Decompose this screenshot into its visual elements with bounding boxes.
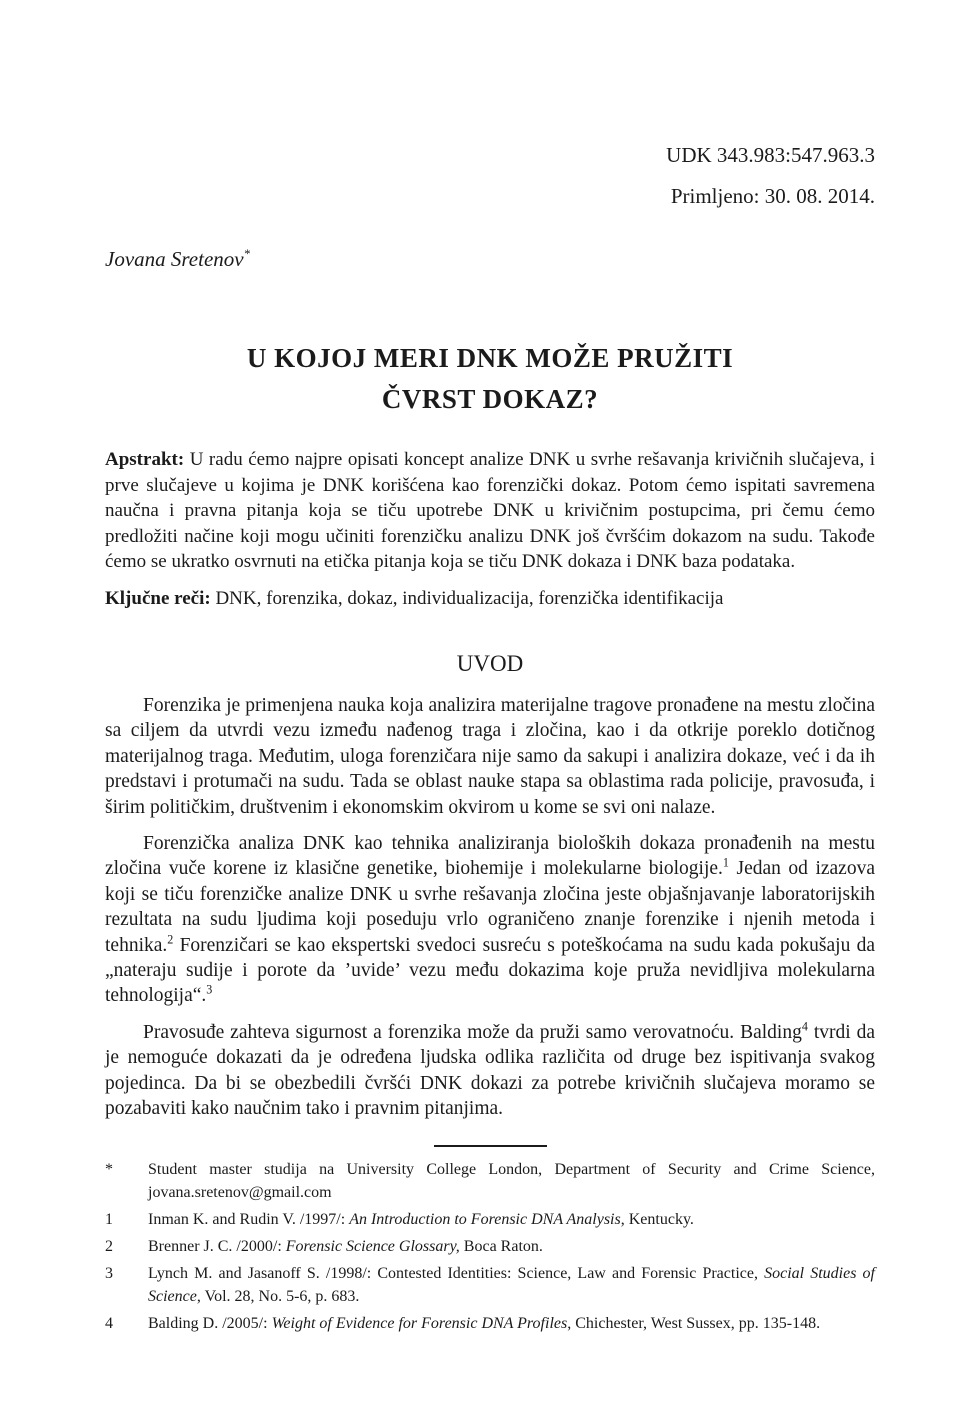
keywords-line: Ključne reči: DNK, forenzika, dokaz, individualizacija, forenzička identifikacija — [105, 587, 724, 609]
footnote-text: Lynch M. and Jasanoff S. /1998/: Contested Identities: Science, Law and Forensic Practice, Social Studies of Science, Vol. 28, No. 5-6, p. 683. — [148, 1264, 875, 1305]
received-date: Primljeno: 30. 08. 2014. — [670, 184, 875, 208]
footnote-4 — [105, 1312, 875, 1335]
body-paragraph-2: Forenzička analiza DNK kao tehnika analiziranja bioloških dokaza pronađenih na mestu zločina vuče korene iz klasične genetike, biohemije i molekularne biologije.$^1$ Jedan od izazova koji se tiču forenzičke analize DNK u svrhe rešavanja zločina jeste objašnjavanje laboratorijskih rezultata na sudu ljudima koji poseduju vrlo ograničeno znanje forenzike i njenih metoda i tehnika.$^2$ Forenzičari se kao ekspertski svedoci susreću s poteškoćama na sudu kada pokušaju da „nateraju sudije i porote da ’uvide’ vezu među dokazima koje pruža nevidljiva molekularna tehnologija“.$^3$ — [105, 833, 875, 1007]
abstract-paragraph: Apstrakt: U radu ćemo najpre opisati koncept analize DNK u svrhe rešavanja krivičnih slučajeva, i prve slučajeve u kojima je DNK korišćena kao forenzički dokaz. Potom ćemo ispitati savremena naučna i pravna pitanja koja se tiču upotrebe DNK u krivičnim postupcima, pri čemu ćemo predložiti načine koji mogu učiniti forenzičku analizu DNK još čvršćim dokazom na sudu. Takođe ćemo se ukratko osvrnuti na etička pitanja koja se tiču DNK dokaza i DNK baza podataka. — [105, 449, 875, 572]
author-line — [105, 247, 875, 272]
footnote-text: Brenner J. C. /2000/: Forensic Science Glossary, Boca Raton. — [148, 1237, 543, 1255]
footnote-marker: 1 — [105, 1210, 113, 1228]
author-name: Jovana Sretenov — [105, 247, 244, 271]
article-title-line-1: U KOJOJ MERI DNK MOŽE PRUŽITI — [246, 343, 734, 373]
footnote-text: Balding D. /2005/: Weight of Evidence for Forensic DNA Profiles, Chichester, West Sussex, pp. 135-148. — [148, 1314, 821, 1332]
footnote-1 — [105, 1208, 875, 1231]
footnote-text: Inman K. and Rudin V. /1997/: An Introduction to Forensic DNA Analysis, Kentucky. — [148, 1210, 694, 1228]
footnote-3 — [105, 1262, 875, 1308]
footnote-2 — [105, 1235, 875, 1258]
article-title-line-2: ČVRST DOKAZ? — [381, 384, 599, 414]
article-title — [105, 338, 875, 420]
author-footnote-marker: * — [243, 247, 250, 261]
footnote-marker: 4 — [105, 1314, 113, 1332]
footnote-text: Student master studija na University College London, Department of Security and Crime Science, jovana.sretenov@gmail.com — [148, 1160, 875, 1201]
udk-number: UDK 343.983:547.963.3 — [666, 143, 875, 167]
body-paragraph-1: Forenzika je primenjena nauka koja analizira materijalne tragove pronađene na mestu zločina sa ciljem da utvrdi vezu između nađenog traga i zločina, kao i da otkrije poreklo dotičnog materijalnog traga. Međutim, uloga forenzičara nije samo da sakupi i analizira dokaze, već i da ih predstavi i protumači na sudu. Tada se oblast nauke stapa sa oblastima rada policije, pravosuđa, i širim političkim, društvenim i ekonomskim okvirom u kome se svi oni nalaze. — [105, 695, 875, 818]
body-paragraph-3: Pravosuđe zahteva sigurnost a forenzika može da pruži samo verovatnoću. Balding$^4$ tvrdi da je nemoguće dokazati da je određena ljudska odlika različita od druge bez ispitivanja svakog pojedinca. Da bi se obezbedili čvršći DNK dokazi za potrebe krivičnih slučajeva moramo se pozabaviti kako naučnim tako i pravnim pitanjima. — [105, 1019, 876, 1120]
section-heading-uvod: UVOD — [456, 651, 524, 676]
footnote-marker: * — [105, 1160, 113, 1178]
footnotes-block — [105, 1158, 875, 1335]
header-meta — [105, 135, 875, 217]
footnote-marker: 3 — [105, 1264, 113, 1282]
footnote-author — [105, 1158, 875, 1204]
footnote-separator — [434, 1145, 547, 1147]
footnote-marker: 2 — [105, 1237, 113, 1255]
